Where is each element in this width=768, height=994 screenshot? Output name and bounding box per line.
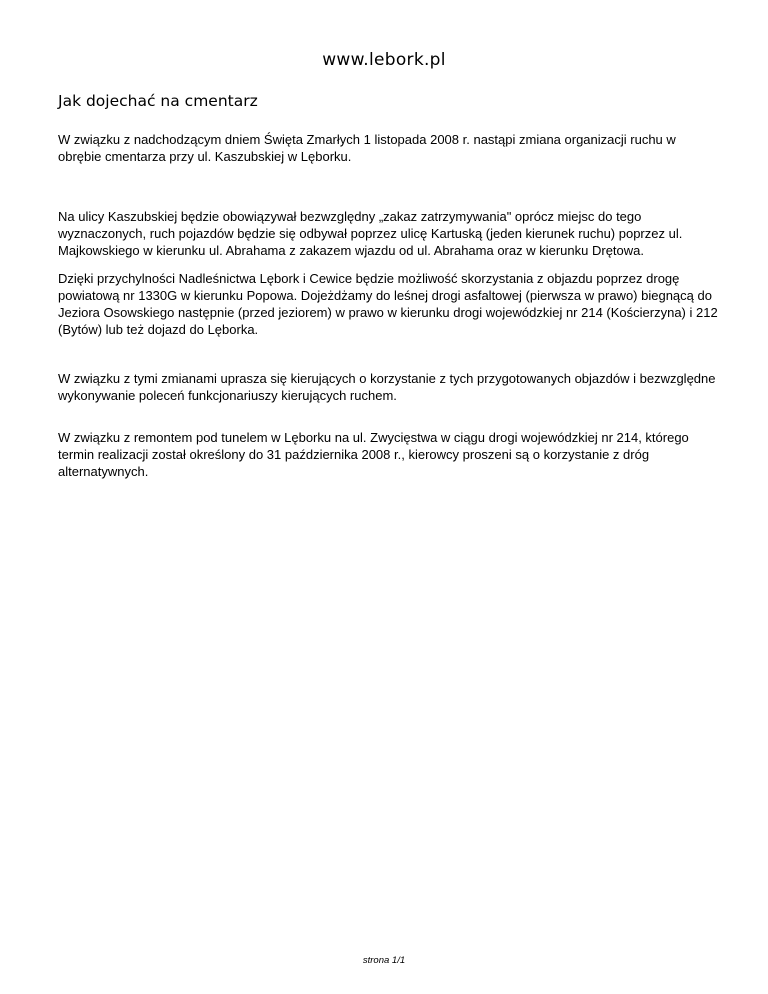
paragraph-kaszubska-restrictions: Na ulicy Kaszubskiej będzie obowiązywał bezwzględny „zakaz zatrzymywania" oprócz miejsc do tego wyznaczonych, ruch pojazdów będzie się odbywał poprzez ulicę Kartuską (jeden kierunek ruchu) poprzez ul. Majkowskiego w kierunku ul. Abrahama z zakazem wjazdu od ul. Abrahama oraz w kierunku Drętowa. bbox=[58, 209, 683, 258]
paragraph-driver-request: W związku z tymi zmianami uprasza się kierujących o korzystanie z tych przygotowanych objazdów i bezwzględne wykonywanie poleceń funkcjonariuszy kierujących ruchem. bbox=[58, 371, 716, 403]
article-title: Jak dojechać na cmentarz bbox=[58, 92, 258, 110]
page-number: strona 1/1 bbox=[362, 955, 406, 966]
paragraph-tunnel-repair: W związku z remontem pod tunelem w Lęborku na ul. Zwycięstwa w ciągu drogi wojewódzkiej nr 214, którego termin realizacji został określony do 31 października 2008 r., kierowcy proszeni są o korzystanie z dróg alternatywnych. bbox=[58, 430, 689, 479]
paragraph-holiday-notice: W związku z nadchodzącym dniem Święta Zmarłych 1 listopada 2008 r. nastąpi zmiana organizacji ruchu w obrębie cmentarza przy ul. Kaszubskiej w Lęborku. bbox=[58, 132, 676, 164]
paragraph-detour-route: Dzięki przychylności Nadleśnictwa Lębork i Cewice będzie możliwość skorzystania z objazdu poprzez drogę powiatową nr 1330G w kierunku Popowa. Dojeżdżamy do leśnej drogi asfaltowej (pierwsza w prawo) biegnącą do Jeziora Osowskiego następnie (przed jeziorem) w prawo w kierunku drogi wojewódzkiej nr 214 (Kościerzyna) i 212 (Bytów) lub też dojazd do Lęborka. bbox=[58, 271, 718, 337]
site-url-header: www.lebork.pl bbox=[322, 50, 446, 70]
